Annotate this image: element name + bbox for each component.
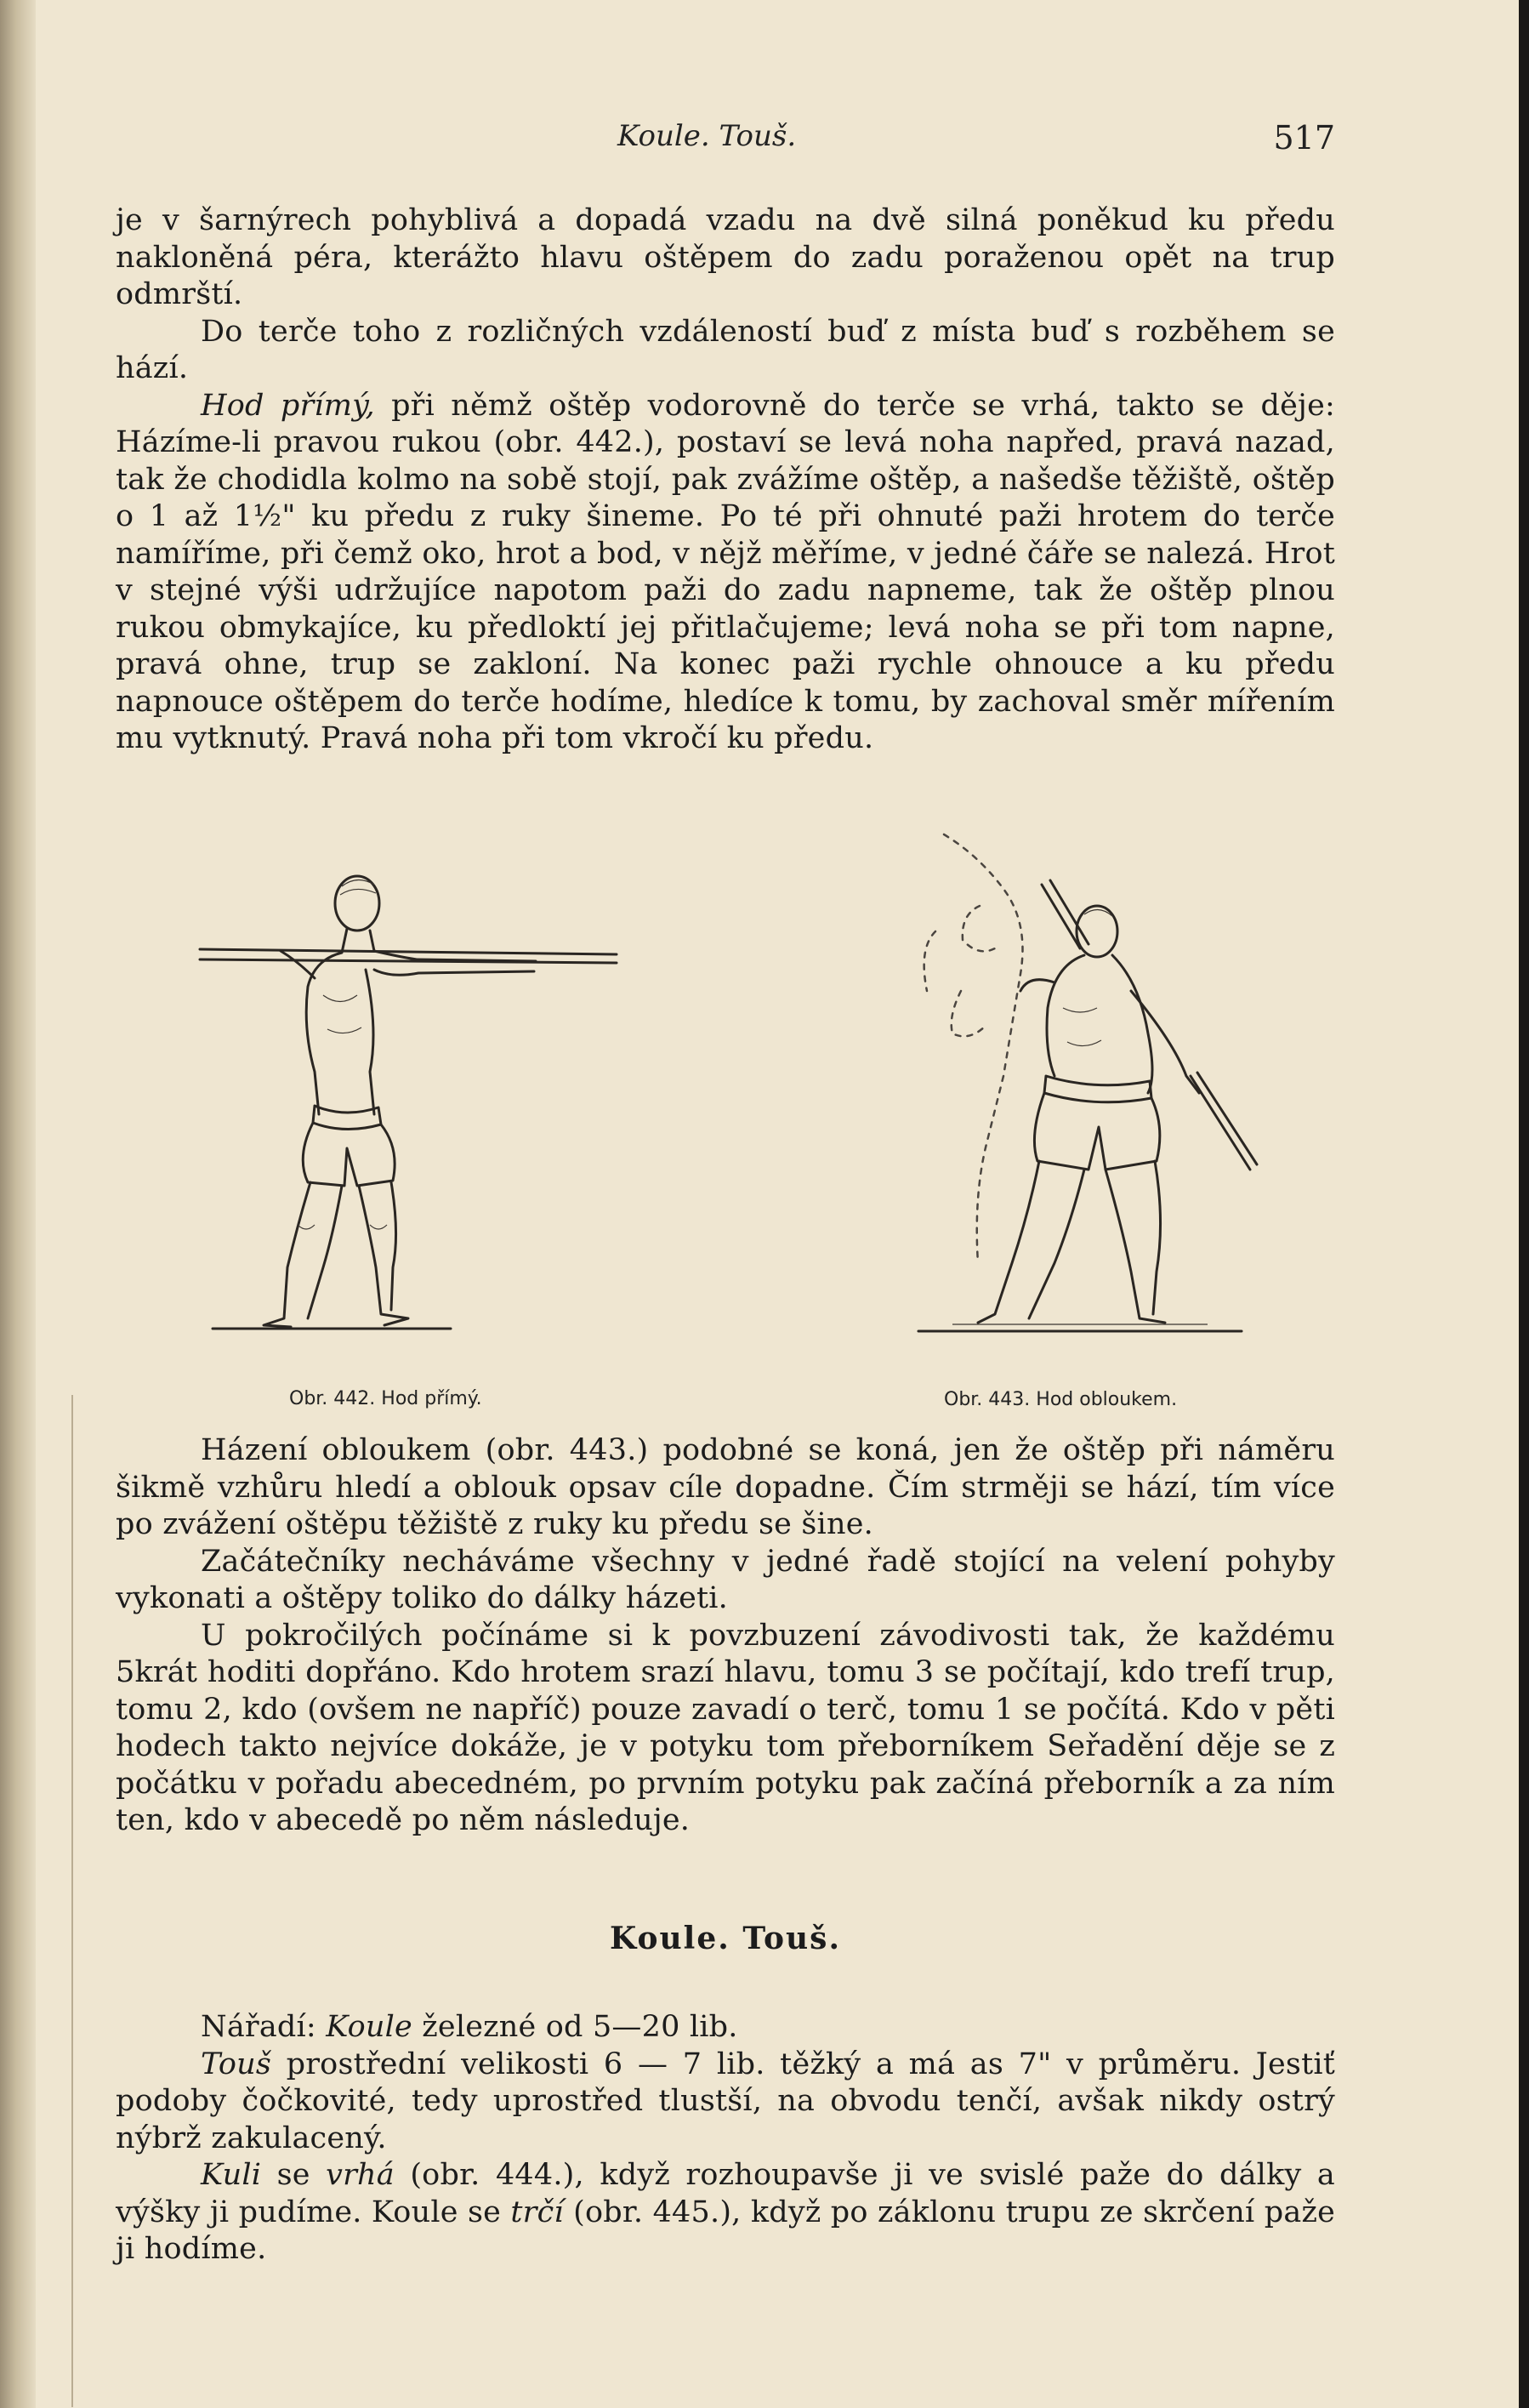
bottom-text-block	[116, 2009, 1335, 2269]
term-trci: trčí	[510, 2195, 564, 2229]
throwing-text-2: (obr. 444.), když rozhoupavše ji ve svislé paže do dálky a výšky ji pudíme. Koule se	[116, 2158, 1335, 2229]
figure-442	[196, 859, 638, 1409]
paragraph-equipment	[116, 2009, 1335, 2047]
page-gutter	[0, 0, 36, 2408]
term-tous: Touš	[201, 2047, 272, 2081]
page-right-edge	[1519, 0, 1529, 2408]
figure-443-caption: Obr. 443. Hod obloukem.	[944, 1389, 1178, 1410]
section-heading: Koule. Touš.	[610, 1921, 841, 1956]
paragraph-direct-throw	[116, 388, 1335, 758]
paragraph-tous	[116, 2047, 1335, 2158]
gutter-line	[71, 1395, 73, 2407]
figure-442-caption: Obr. 442. Hod přímý.	[289, 1388, 482, 1409]
figure-443-illustration	[901, 821, 1301, 1348]
term-koule: Koule	[326, 2010, 412, 2044]
running-header	[116, 119, 1335, 162]
middle-text-block	[116, 1432, 1335, 1840]
paragraph-arc-throw: Házení obloukem (obr. 443.) podobné se koná, jen že oštěp při náměru šikmě vzhůru hledí a oblouk opsav cíle dopadne. Čím strměji se hází, tím více po zvážení oštěpu těžiště z ruky ku předu se šine.	[116, 1433, 1335, 1541]
top-text-block	[116, 202, 1335, 758]
term-vrha: vrhá	[326, 2158, 395, 2192]
term-direct-throw: Hod přímý,	[201, 388, 375, 423]
page-number: 517	[1273, 119, 1335, 157]
running-title: Koule. Touš.	[617, 119, 797, 153]
throwing-text-3: (obr. 445.), když po záklonu trupu ze skrčení paže ji hodíme.	[116, 2195, 1335, 2266]
paragraph-throwing	[116, 2157, 1335, 2269]
throwing-text-1: se	[261, 2158, 327, 2192]
equipment-lead: Nářadí:	[201, 2010, 327, 2044]
paragraph-advanced: U pokročilých počínáme si k povzbuzení závodivosti tak, že každému 5krát hoditi dopřáno. Kdo hrotem srazí hlavu, tomu 3 se počítají, kdo trefí trup, tomu 2, kdo (ovšem ne napříč) pouze zavadí o terč, tomu 1 se počítá. Kdo v pěti hodech takto nejvíce dokáže, je v potyku tom přeborníkem Seřadění děje se z počátku v pořadu abecedném, po prvním potyku pak začíná přeborník a za ním ten, kdo v abecedě po něm následuje.	[116, 1618, 1335, 1837]
figure-443	[901, 821, 1301, 1410]
equipment-koule-text: železné od 5—20 lib.	[412, 2010, 738, 2044]
paragraph-beginners: Začátečníky necháváme všechny v jedné řadě stojící na velení pohyby vykonati a oštěpy toliko do dálky házeti.	[116, 1544, 1335, 1615]
term-kuli: Kuli	[201, 2158, 262, 2192]
figure-442-illustration	[196, 859, 638, 1335]
paragraph-target-distance: Do terče toho z rozličných vzdáleností buď z místa buď s rozběhem se hází.	[116, 314, 1335, 385]
tous-text: prostřední velikosti 6 — 7 lib. těžký a má as 7" v průměru. Jestiť podoby čočkovité, tedy uprostřed tlustší, na obvodu tenčí, avšak nikdy ostrý nýbrž zakulacený.	[116, 2047, 1335, 2155]
paragraph-continuation: je v šarnýrech pohyblivá a dopadá vzadu na dvě silná poněkud ku předu nakloněná péra, kterážto hlavu oštěpem do zadu poraženou opět na trup odmrští.	[116, 203, 1335, 311]
direct-throw-text: při němž oštěp vodorovně do terče se vrhá, takto se děje: Házíme-li pravou rukou (obr. 442.), postaví se levá noha napřed, pravá nazad, tak že chodidla kolmo na sobě stojí, pak zvážíme oštěp, a našedše těžiště, oštěp o 1 až 1½" ku předu z ruky šineme. Po té při ohnuté paži hrotem do terče namíříme, při čemž oko, hrot a bod, v nějž měříme, v jedné čáře se nalezá. Hrot v stejné výši udržujíce napotom paži do zadu napneme, tak že oštěp plnou rukou obmykajíce, ku předloktí jej přitlačujeme; levá noha se při tom napne, pravá ohne, trup se zakloní. Na konec paži rychle ohnouce a ku předu napnouce oštěpem do terče hodíme, hledíce k tomu, by zachoval směr mířením mu vytknutý. Pravá noha při tom vkročí ku předu.	[116, 388, 1335, 755]
